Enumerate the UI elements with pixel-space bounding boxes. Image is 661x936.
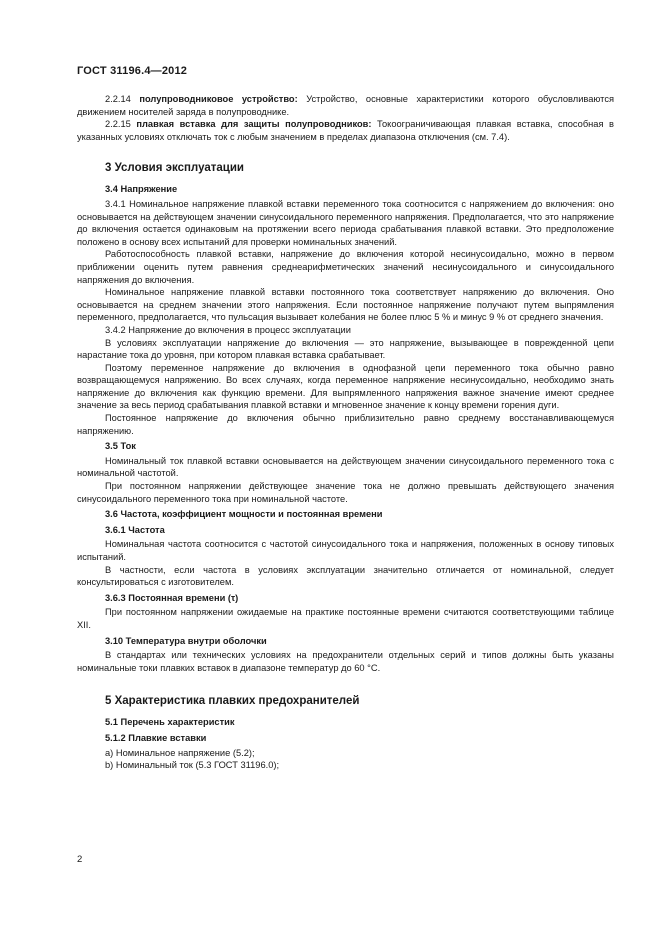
paragraph: Номинальное напряжение плавкой вставки постоянного тока соответствует напряжению до включения. Оно основывается на среднем значении этого напряжения. Если постоянное напряжение получают путем выпрямления переменного, предполагается, что пульсация вызывает колебания не более плюс 5 % и минус 9 % от среднего значения. — [77, 287, 614, 323]
page-number: 2 — [77, 854, 83, 865]
definition-number: 2.2.15 — [105, 119, 131, 130]
paragraph: 3.4.1 Номинальное напряжение плавкой вставки переменного тока соотносится с напряжением до включения: оно основывается на действующем значении синусоидального переменного напряжения. Предполагается, что это напряжение до включения остается одинаковым на протяжении всего периода срабатывания плавкой вставки. Это предположение положено в основу всех испытаний для проверки номинальных значений. — [77, 198, 614, 247]
definition-term: полупроводниковое устройство: — [139, 94, 298, 104]
definition-text: Токоограничивающая плавкая вставка, способная в указанных условиях отключать ток с любым значением в пределах диапазона отключения (см. 7.4). — [77, 119, 614, 142]
paragraph: При постоянном напряжении ожидаемые на практике постоянные времени считаются соответствующими таблице XII. — [77, 607, 614, 630]
paragraph: При постоянном напряжении действующее значение тока не должно превышать действующего значения синусоидального переменного тока при номинальной частоте. — [77, 481, 614, 504]
paragraph: Работоспособность плавкой вставки, напряжение до включения которой несинусоидально, можно в первом приближении оценить путем равнения среднеарифметических значений несинусоидального и синусоидального напряжения до включения. — [77, 249, 614, 285]
subsection-3-4-heading: 3.4 Напряжение — [105, 184, 178, 195]
paragraph: В стандартах или технических условиях на предохранители отдельных серий и типов должны быть указаны номинальные токи плавких вставок в диапазоне температур до 60 °С. — [77, 650, 614, 673]
subsection-3-6-1-heading: 3.6.1 Частота — [105, 524, 165, 535]
document-header: ГОСТ 31196.4—2012 — [77, 65, 188, 77]
subsection-5-1-2-heading: 5.1.2 Плавкие вставки — [105, 732, 207, 743]
subsection-3-5-heading: 3.5 Ток — [105, 441, 136, 452]
subsection-5-1-heading: 5.1 Перечень характеристик — [105, 717, 235, 728]
page-body — [77, 93, 614, 772]
definition-2-2-14 — [77, 93, 614, 118]
definition-2-2-15 — [77, 118, 614, 143]
paragraph: Постоянное напряжение до включения обычно приблизительно равно среднему восстанавливающемуся напряжению. — [77, 413, 614, 436]
paragraph: Номинальный ток плавкой вставки основывается на действующем значении синусоидального переменного тока с номинальной частотой. — [77, 455, 614, 479]
definition-number: 2.2.14 — [105, 94, 131, 104]
subsection-3-6-3-heading: 3.6.3 Постоянная времени (τ) — [105, 592, 239, 603]
subsection-3-6-heading: 3.6 Частота, коэффициент мощности и постоянная времени — [105, 509, 383, 520]
section-5-heading: 5 Характеристика плавких предохранителей — [105, 695, 360, 708]
list-item: b) Номинальный ток (5.3 ГОСТ 31196.0); — [105, 760, 280, 771]
paragraph: Номинальная частота соотносится с частотой синусоидального тока и напряжения, положенных в основу типовых испытаний. — [77, 539, 614, 562]
paragraph: В условиях эксплуатации напряжение до включения — это напряжение, вызывающее в поврежденной цепи нарастание тока до уровня, при котором плавкая вставка срабатывает. — [77, 337, 614, 361]
definition-text: Устройство, основные характеристики которого обусловливаются движением носителей заряда в полупроводнике. — [77, 94, 614, 117]
paragraph: Поэтому переменное напряжение до включения в однофазной цепи переменного тока обычно равно возвращающемуся напряжению. Во всех случаях, когда переменное напряжение несинусоидально, необходимо знать напряжение до включения как функцию времени. Для выпрямленного напряжения важное значение имеют среднее значение за весь период срабатывания плавкой вставки и мгновенное значение к концу времени горения дуги. — [77, 362, 614, 411]
paragraph: В частности, если частота в условиях эксплуатации значительно отличается от номинальной, следует консультироваться с изготовителем. — [77, 564, 614, 588]
definition-term: плавкая вставка для защиты полупроводников: — [136, 119, 372, 130]
paragraph: 3.4.2 Напряжение до включения в процесс эксплуатации — [105, 324, 351, 335]
list-item: a) Номинальное напряжение (5.2); — [105, 747, 255, 758]
subsection-3-10-heading: 3.10 Температура внутри оболочки — [105, 635, 267, 646]
section-3-heading: 3 Условия эксплуатации — [105, 162, 244, 175]
